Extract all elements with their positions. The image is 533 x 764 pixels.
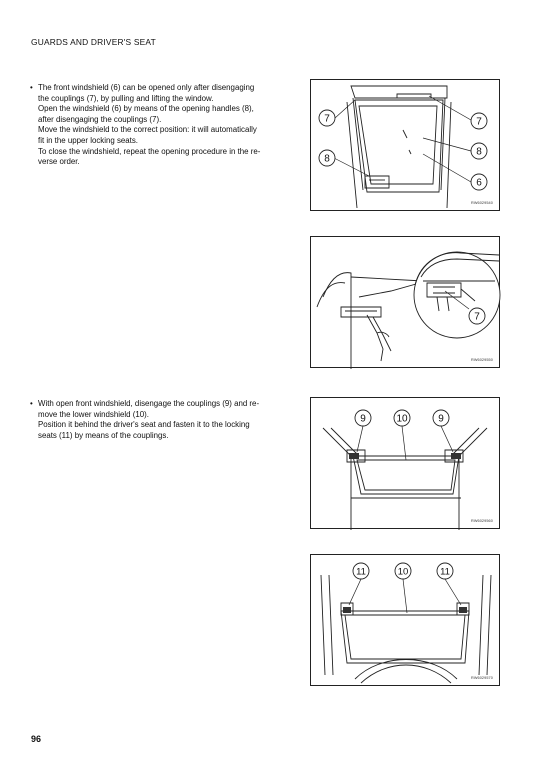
text-line: Open the windshield (6) by means of the opening handles (8), bbox=[38, 104, 254, 114]
text-line: To close the windshield, repeat the opening procedure in the re- bbox=[38, 146, 261, 156]
coupling-illustration bbox=[311, 237, 501, 369]
figure-code: RW6029560 bbox=[471, 519, 493, 523]
callout-7: 7 bbox=[324, 113, 330, 125]
bullet: • bbox=[30, 83, 33, 92]
figure-coupling-detail bbox=[310, 236, 500, 368]
callout-11: 11 bbox=[440, 566, 450, 578]
bullet: • bbox=[30, 399, 33, 408]
callout-9: 9 bbox=[438, 413, 444, 425]
callout-8: 8 bbox=[324, 153, 330, 165]
windshield-illustration bbox=[311, 80, 501, 212]
section-header: GUARDS AND DRIVER'S SEAT bbox=[31, 37, 156, 47]
callout-7: 7 bbox=[476, 116, 482, 128]
callout-10: 10 bbox=[396, 413, 408, 425]
figure-lower-windshield-removal bbox=[310, 397, 500, 529]
text-line: seats (11) by means of the couplings. bbox=[38, 430, 169, 440]
instructions-remove-lower-windshield bbox=[30, 399, 300, 441]
figure-windshield-stowed bbox=[310, 554, 500, 686]
lower-windshield-illustration bbox=[311, 398, 501, 530]
page-number: 96 bbox=[31, 734, 42, 744]
figure-code: RW6029570 bbox=[471, 676, 493, 680]
figure-code: RW6029540 bbox=[471, 201, 493, 205]
callout-9: 9 bbox=[360, 413, 366, 425]
figure-code: RW6029550 bbox=[471, 358, 493, 362]
text-line: Move the windshield to the correct position: it will automatically bbox=[38, 125, 257, 135]
text-line: after disengaging the couplings (7). bbox=[38, 114, 162, 124]
text-line: move the lower windshield (10). bbox=[38, 409, 149, 419]
instructions-open-windshield bbox=[30, 83, 300, 168]
callout-11: 11 bbox=[356, 566, 366, 578]
callout-8: 8 bbox=[476, 146, 482, 158]
callout-7: 7 bbox=[474, 311, 480, 323]
text-line: With open front windshield, disengage the couplings (9) and re- bbox=[38, 399, 260, 408]
text-line: Position it behind the driver's seat and fasten it to the locking bbox=[38, 420, 250, 430]
text-line: verse order. bbox=[38, 157, 80, 167]
callout-10: 10 bbox=[397, 566, 409, 578]
text-line: The front windshield (6) can be opened only after disengaging bbox=[38, 83, 255, 92]
figure-windshield-opening bbox=[310, 79, 500, 211]
text-line: fit in the upper locking seats. bbox=[38, 135, 139, 145]
stowed-windshield-illustration bbox=[311, 555, 501, 687]
callout-6: 6 bbox=[476, 177, 482, 189]
text-line: the couplings (7), by pulling and lifting the window. bbox=[38, 93, 214, 103]
